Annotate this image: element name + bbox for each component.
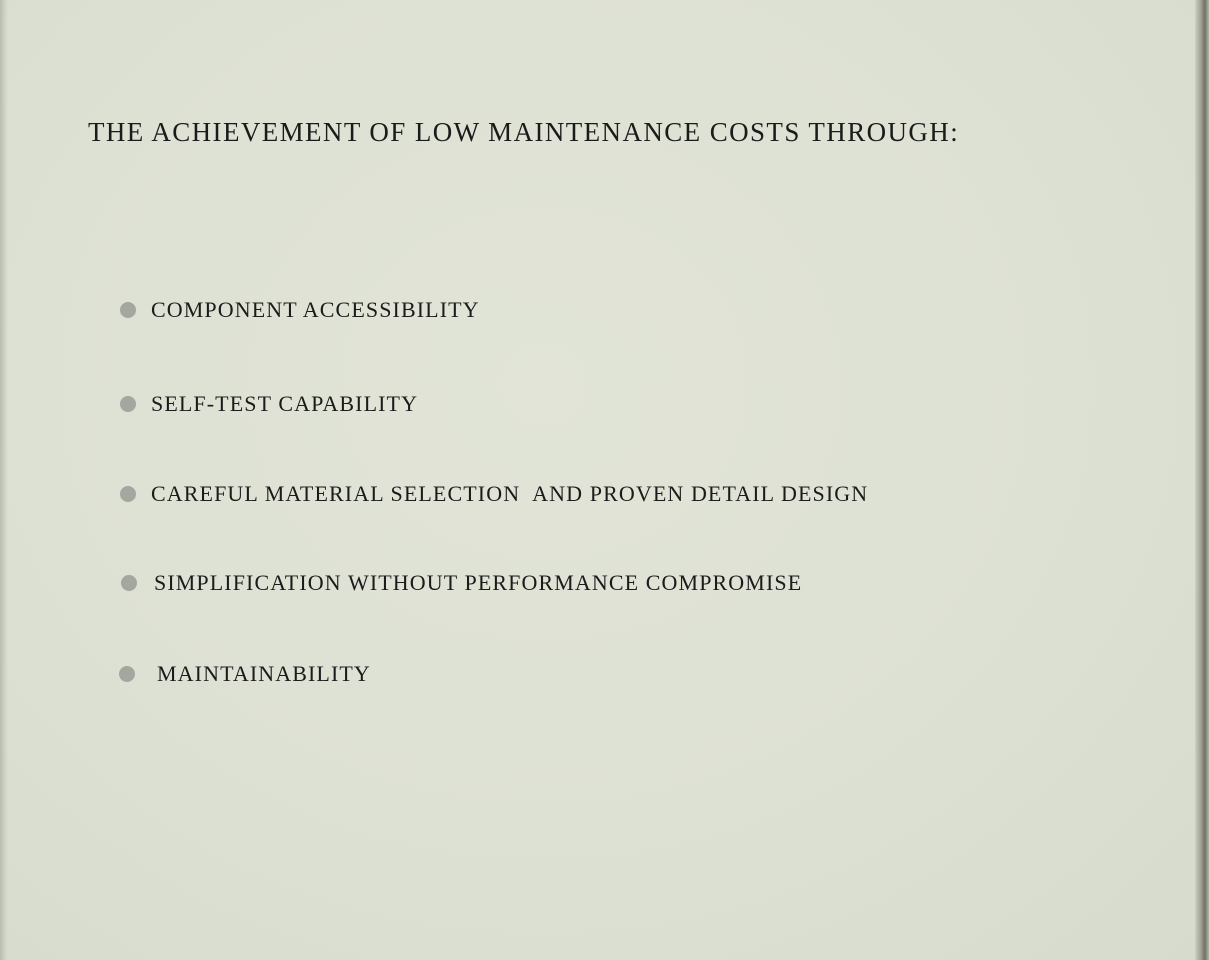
list-item	[120, 391, 418, 417]
bullet-icon	[120, 302, 136, 318]
page-title: THE ACHIEVEMENT OF LOW MAINTENANCE COSTS THROUGH:	[88, 117, 960, 147]
list-item-label: SIMPLIFICATION WITHOUT PERFORMANCE COMPROMISE	[154, 570, 803, 595]
list-item	[119, 661, 371, 687]
bullet-icon	[121, 575, 137, 591]
list-item	[120, 481, 868, 507]
list-item-label: COMPONENT ACCESSIBILITY	[151, 297, 480, 322]
bullet-icon	[120, 396, 136, 412]
list-item-label: CAREFUL MATERIAL SELECTION AND PROVEN DETAIL DESIGN	[151, 481, 869, 506]
bullet-icon	[119, 666, 135, 682]
list-item	[121, 570, 802, 596]
binding-edge	[0, 0, 8, 960]
list-item-label: SELF-TEST CAPABILITY	[151, 391, 419, 416]
page-edge	[1195, 0, 1209, 960]
list-item	[120, 297, 480, 323]
list-item-label: MAINTAINABILITY	[157, 661, 371, 686]
bullet-icon	[120, 486, 136, 502]
